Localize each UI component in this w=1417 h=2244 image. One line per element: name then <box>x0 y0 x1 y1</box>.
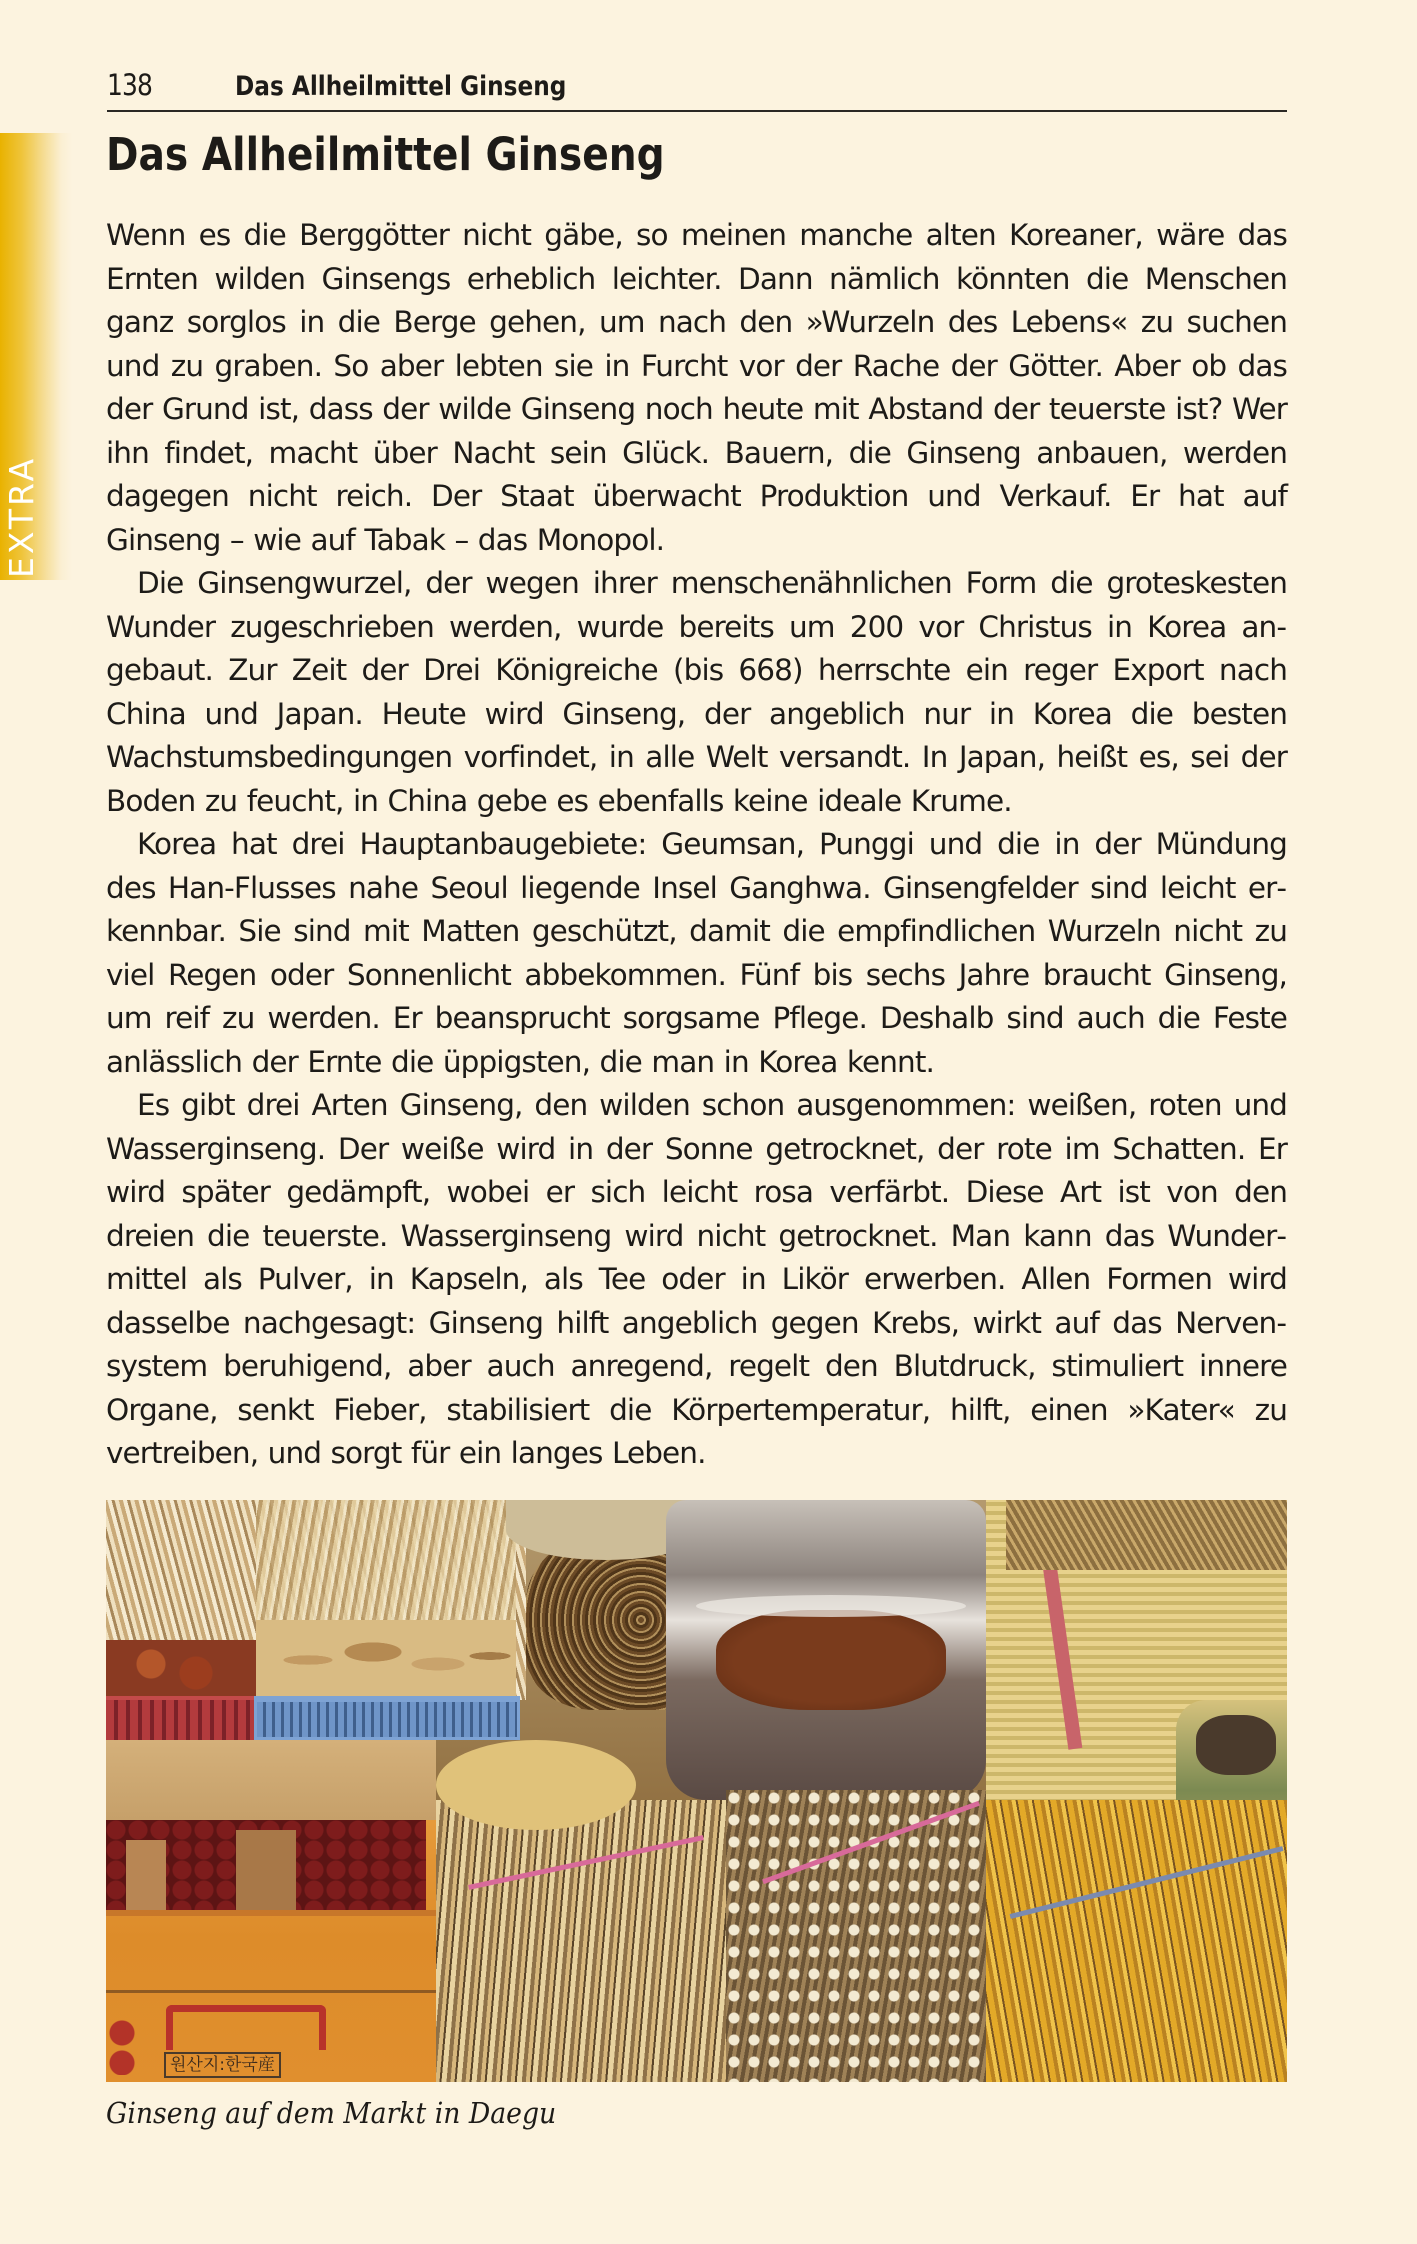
extra-section-tab <box>0 133 72 580</box>
paragraph: Korea hat drei Hauptanbaugebiete: Geumsan, Punggi und die in der Mündung des Han-Flusses nahe Seoul liegende Insel Ganghwa. Ginsengfelder sind leicht erkennbar. Sie sind mit Matten geschützt, damit die empfindlichen Wurzeln nicht zu viel Regen oder Sonnenlicht abbekommen. Fünf bis sechs Jahre braucht Ginseng, um reif zu werden. Er beansprucht sorgsame Pflege. Deshalb sind auch die Feste anlässlich der Ernte die üppigsten, die man in Korea kennt. <box>106 827 1287 1079</box>
extra-tab-label: EXTRA <box>2 455 41 578</box>
box-origin-label: 원산지:한국産 <box>164 2052 281 2078</box>
cardboard-box <box>106 1740 436 1820</box>
blue-basket-ginseng <box>256 1620 516 1700</box>
running-title: Das Allheilmittel Ginseng <box>235 71 567 102</box>
page-number: 138 <box>107 68 153 102</box>
running-header <box>107 68 1287 108</box>
paragraph: Es gibt drei Arten Ginseng, den wilden schon ausgenommen: weißen, roten und Wasserginseng. Der weiße wird in der Sonne getrocknet, der rote im Schatten. Er wird später gedämpft, wobei er sich leicht rosa verfärbt. Diese Art ist von den dreien die teuerste. Wasserginseng wird nicht getrocknet. Man kann das Wundermittel als Pulver, in Kapseln, als Tee oder in Likör erwerben. Allen Formen wird dasselbe nachgesagt: Ginseng hilft angeblich gegen Krebs, wirkt auf das Nervensystem beruhigend, aber auch anregend, regelt den Blutdruck, stimuliert innere Organe, senkt Fieber, stabilisiert die Körpertemperatur, hilft, einen »Kater« zu vertreiben, und sorgt für ein langes Leben. <box>106 1088 1287 1470</box>
article-body <box>106 214 1287 1476</box>
header-divider <box>107 110 1287 112</box>
paragraph: Wenn es die Berggötter nicht gäbe, so meinen manche alten Koreaner, wäre das Ernten wilden Ginsengs erheblich leichter. Dann nämlich könnten die Menschen ganz sorglos in die Berge gehen, um nach den »Wurzeln des Lebens« zu suchen und zu graben. So aber lebten sie in Furcht vor der Rache der Götter. Aber ob das der Grund ist, dass der wilde Ginseng noch heute mit Abstand der teuerste ist? Wer ihn findet, macht über Nacht sein Glück. Bauern, die Ginseng anbauen, werden dagegen nicht reich. Der Staat überwacht Produktion und Verkauf. Er hat auf Ginseng – wie auf Tabak – das Monopol. <box>106 218 1287 557</box>
red-basket <box>106 1640 256 1700</box>
article-title: Das Allheilmittel Ginseng <box>106 128 665 181</box>
photo-caption: Ginseng auf dem Markt in Daegu <box>106 2096 557 2130</box>
market-photo <box>106 1500 1287 2082</box>
paragraph: Die Ginsengwurzel, der wegen ihrer menschenähnlichen Form die groteskesten Wunder zugeschrieben werden, wurde bereits um 200 vor Christus in Korea angebaut. Zur Zeit der Drei Königreiche (bis 668) herrschte ein reger Export nach China und Japan. Heute wird Ginseng, der angeblich nur in Korea die besten Wachstumsbedingungen vorfindet, in alle Welt versandt. In Japan, heißt es, sei der Boden zu feucht, in China gebe es ebenfalls keine ideale Krume. <box>106 566 1287 818</box>
